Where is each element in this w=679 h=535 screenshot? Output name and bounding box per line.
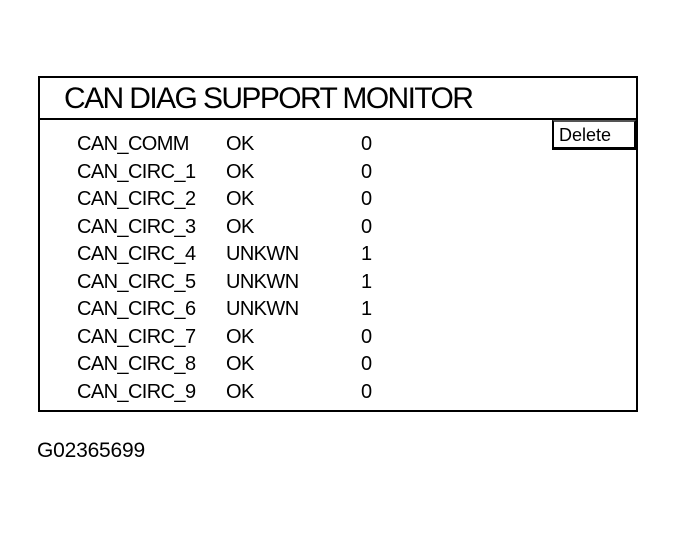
item-count: 1 bbox=[361, 298, 372, 320]
list-item bbox=[40, 269, 636, 297]
item-status: OK bbox=[226, 188, 254, 210]
item-name: CAN_CIRC_6 bbox=[77, 298, 196, 320]
item-count: 1 bbox=[361, 243, 372, 265]
item-name: CAN_CIRC_4 bbox=[77, 243, 196, 265]
list-item bbox=[40, 159, 636, 187]
item-count: 1 bbox=[361, 270, 372, 293]
item-status: UNKWN bbox=[226, 243, 299, 265]
list-item bbox=[40, 324, 636, 352]
item-status: UNKWN bbox=[226, 270, 299, 293]
list-item bbox=[40, 296, 636, 324]
list-item bbox=[40, 241, 636, 269]
item-count: 0 bbox=[361, 380, 372, 403]
figure-id: G02365699 bbox=[37, 439, 145, 462]
item-status: OK bbox=[226, 353, 254, 375]
item-status: OK bbox=[226, 215, 254, 238]
item-name: CAN_CIRC_1 bbox=[77, 160, 196, 183]
item-status: OK bbox=[226, 160, 254, 183]
item-name: CAN_CIRC_3 bbox=[77, 215, 196, 238]
item-count: 0 bbox=[361, 160, 372, 183]
item-name: CAN_CIRC_9 bbox=[77, 380, 196, 403]
item-count: 0 bbox=[361, 325, 372, 348]
list-item bbox=[40, 214, 636, 242]
list-item bbox=[40, 186, 636, 214]
item-count: 0 bbox=[361, 133, 372, 155]
item-count: 0 bbox=[361, 353, 372, 375]
item-name: CAN_COMM bbox=[77, 133, 189, 155]
item-status: OK bbox=[226, 325, 254, 348]
title-bar bbox=[40, 78, 636, 120]
list-item bbox=[40, 351, 636, 379]
item-name: CAN_CIRC_7 bbox=[77, 325, 196, 348]
item-name: CAN_CIRC_2 bbox=[77, 188, 196, 210]
item-status: OK bbox=[226, 133, 254, 155]
list-item bbox=[40, 379, 636, 407]
monitor-screen bbox=[38, 76, 638, 412]
item-status: UNKWN bbox=[226, 298, 299, 320]
item-count: 0 bbox=[361, 215, 372, 238]
item-status: OK bbox=[226, 380, 254, 403]
list-item bbox=[40, 131, 636, 159]
item-count: 0 bbox=[361, 188, 372, 210]
item-name: CAN_CIRC_5 bbox=[77, 270, 196, 293]
screen-title: CAN DIAG SUPPORT MONITOR bbox=[64, 82, 473, 115]
delete-button[interactable]: Delete bbox=[552, 120, 636, 150]
diag-list bbox=[40, 131, 636, 406]
item-name: CAN_CIRC_8 bbox=[77, 353, 196, 375]
